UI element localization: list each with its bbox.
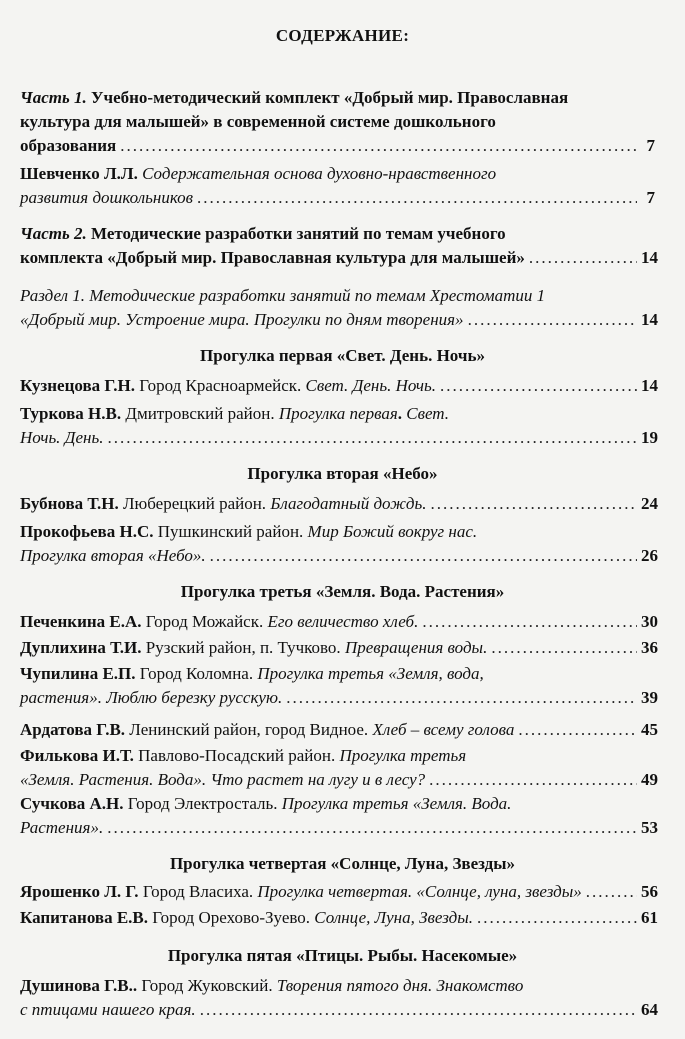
place: Город Власиха. <box>142 882 254 901</box>
work-title: Солнце, Луна, Звезды. <box>314 908 474 927</box>
dot-leader <box>286 686 637 710</box>
dot-leader <box>120 134 637 158</box>
page-number: 26 <box>641 546 658 565</box>
author-name: Ардатова Г.В. <box>20 720 126 739</box>
toc-entry-part2 <box>20 222 658 270</box>
dot-leader <box>197 186 637 210</box>
page-number: 53 <box>641 818 658 837</box>
entry-title: культура для малышей» в современной системе дошкольного <box>20 112 496 131</box>
page-number: 30 <box>641 612 658 631</box>
author-name: Ярошенко Л. Г. <box>20 882 139 901</box>
toc-entry <box>20 880 658 904</box>
dot-leader <box>491 636 637 660</box>
part-label: Часть 2. <box>20 224 87 243</box>
toc-entry <box>20 610 658 634</box>
place: Город Орехово-Зуево. <box>152 908 311 927</box>
dot-leader <box>431 492 637 516</box>
dot-leader <box>429 768 637 792</box>
page-number: 64 <box>641 1000 658 1019</box>
toc-entry <box>20 374 658 398</box>
page-number: 49 <box>641 770 658 789</box>
toc-entry <box>20 662 658 710</box>
toc-entry <box>20 744 658 792</box>
toc-entry <box>20 402 658 450</box>
author-name: Капитанова Е.В. <box>20 908 149 927</box>
toc-entry <box>20 636 658 660</box>
entry-title: Методические разработки занятий по темам учебного <box>91 224 506 243</box>
part-label: Часть 1. <box>20 88 87 107</box>
place: Город Коломна. <box>139 664 254 683</box>
work-title: Прогулка первая <box>278 404 398 423</box>
work-title: Прогулка третья <box>339 746 467 765</box>
place: Павлово-Посадский район. <box>138 746 336 765</box>
place: Город Красноармейск. <box>139 376 302 395</box>
work-title: растения». Люблю березку русскую. <box>20 688 283 707</box>
author-name: Дуплихина Т.И. <box>20 638 142 657</box>
work-title: развития дошкольников <box>20 188 194 207</box>
toc-entry-section <box>20 284 658 332</box>
section-heading: Прогулка вторая «Небо» <box>247 464 438 483</box>
page-number: 61 <box>641 908 658 927</box>
dot-leader <box>200 998 637 1022</box>
section-title: «Добрый мир. Устроение мира. Прогулки по дням творения» <box>20 310 464 329</box>
place: Пушкинский район. <box>157 522 304 541</box>
page-number: 14 <box>641 248 658 267</box>
work-title: Прогулка четвертая. «Солнце, луна, звезды» <box>257 882 582 901</box>
work-title: Ночь. День. <box>20 428 104 447</box>
author-name: Шевченко Л.Л. <box>20 164 138 183</box>
dot-leader <box>210 544 637 568</box>
author-name: Бубнова Т.Н. <box>20 494 119 513</box>
dot-leader <box>440 374 637 398</box>
place: Город Можайск. <box>145 612 264 631</box>
page-number: 45 <box>641 720 658 739</box>
toc-entry <box>20 792 658 840</box>
toc-entry-part1 <box>20 86 655 158</box>
toc-entry <box>20 162 655 210</box>
page-number: 39 <box>641 688 658 707</box>
page-number: 36 <box>641 638 658 657</box>
entry-title: Учебно-методический комплект «Добрый мир. Православная <box>91 88 569 107</box>
work-title: Его величество хлеб. <box>267 612 419 631</box>
author-name: Кузнецова Г.Н. <box>20 376 135 395</box>
work-title: Прогулка третья «Земля. Вода. <box>281 794 512 813</box>
section-heading: Прогулка пятая «Птицы. Рыбы. Насекомые» <box>167 946 518 965</box>
page-number: 24 <box>641 494 658 513</box>
work-title: с птицами нашего края. <box>20 1000 196 1019</box>
page-number: 7 <box>646 136 655 155</box>
section-heading: Прогулка четвертая «Солнце, Луна, Звезды» <box>169 854 516 873</box>
page-number: 14 <box>641 310 658 329</box>
page-number: 7 <box>646 188 655 207</box>
section-heading: Прогулка третья «Земля. Вода. Растения» <box>180 582 505 601</box>
page-number: 14 <box>641 376 658 395</box>
dot-leader <box>107 816 637 840</box>
work-title: Хлеб – всему голова <box>372 720 515 739</box>
dot-leader <box>477 906 637 930</box>
toc-entry <box>20 974 658 1022</box>
dot-leader <box>586 880 637 904</box>
author-name: Туркова Н.В. <box>20 404 122 423</box>
place: Люберецкий район. <box>123 494 267 513</box>
place: Рузский район, п. Тучково. <box>145 638 341 657</box>
work-title: Растения». <box>20 818 104 837</box>
dot-leader <box>422 610 637 634</box>
work-title: Свет. <box>406 404 450 423</box>
dot-leader <box>107 426 637 450</box>
dot-leader <box>518 718 637 742</box>
toc-title: СОДЕРЖАНИЕ: <box>275 26 410 45</box>
work-title: Благодатный дождь. <box>270 494 427 513</box>
place: Дмитровский район. <box>125 404 275 423</box>
section-heading: Прогулка первая «Свет. День. Ночь» <box>200 346 485 365</box>
author-name: Душинова Г.В.. <box>20 976 138 995</box>
work-title: Содержательная основа духовно-нравственного <box>142 164 497 183</box>
toc-entry <box>20 906 658 930</box>
work-title: «Земля. Растения. Вода». Что растет на лугу и в лесу? <box>20 770 426 789</box>
dot-leader <box>529 246 637 270</box>
toc-entry <box>20 492 658 516</box>
work-title: Прогулка третья «Земля, вода, <box>257 664 484 683</box>
author-name: Печенкина Е.А. <box>20 612 142 631</box>
place: Город Жуковский. <box>141 976 273 995</box>
toc-entry <box>20 520 658 568</box>
bold-dot: . <box>397 404 403 423</box>
page-number: 56 <box>641 882 658 901</box>
work-title: Мир Божий вокруг нас. <box>307 522 478 541</box>
entry-title: образования <box>20 136 117 155</box>
section-title: Раздел 1. Методические разработки занятий по темам Хрестоматии 1 <box>20 286 546 305</box>
work-title: Свет. День. Ночь. <box>305 376 437 395</box>
place: Город Электросталь. <box>127 794 278 813</box>
page-number: 19 <box>641 428 658 447</box>
entry-title: комплекта «Добрый мир. Православная культура для малышей» <box>20 248 525 267</box>
author-name: Филькова И.Т. <box>20 746 134 765</box>
author-name: Прокофьева Н.С. <box>20 522 154 541</box>
work-title: Превращения воды. <box>344 638 488 657</box>
author-name: Сучкова А.Н. <box>20 794 124 813</box>
dot-leader <box>468 308 637 332</box>
work-title: Прогулка вторая «Небо». <box>20 546 206 565</box>
work-title: Творения пятого дня. Знакомство <box>276 976 524 995</box>
author-name: Чупилина Е.П. <box>20 664 136 683</box>
place: Ленинский район, город Видное. <box>129 720 369 739</box>
toc-entry <box>20 718 658 742</box>
